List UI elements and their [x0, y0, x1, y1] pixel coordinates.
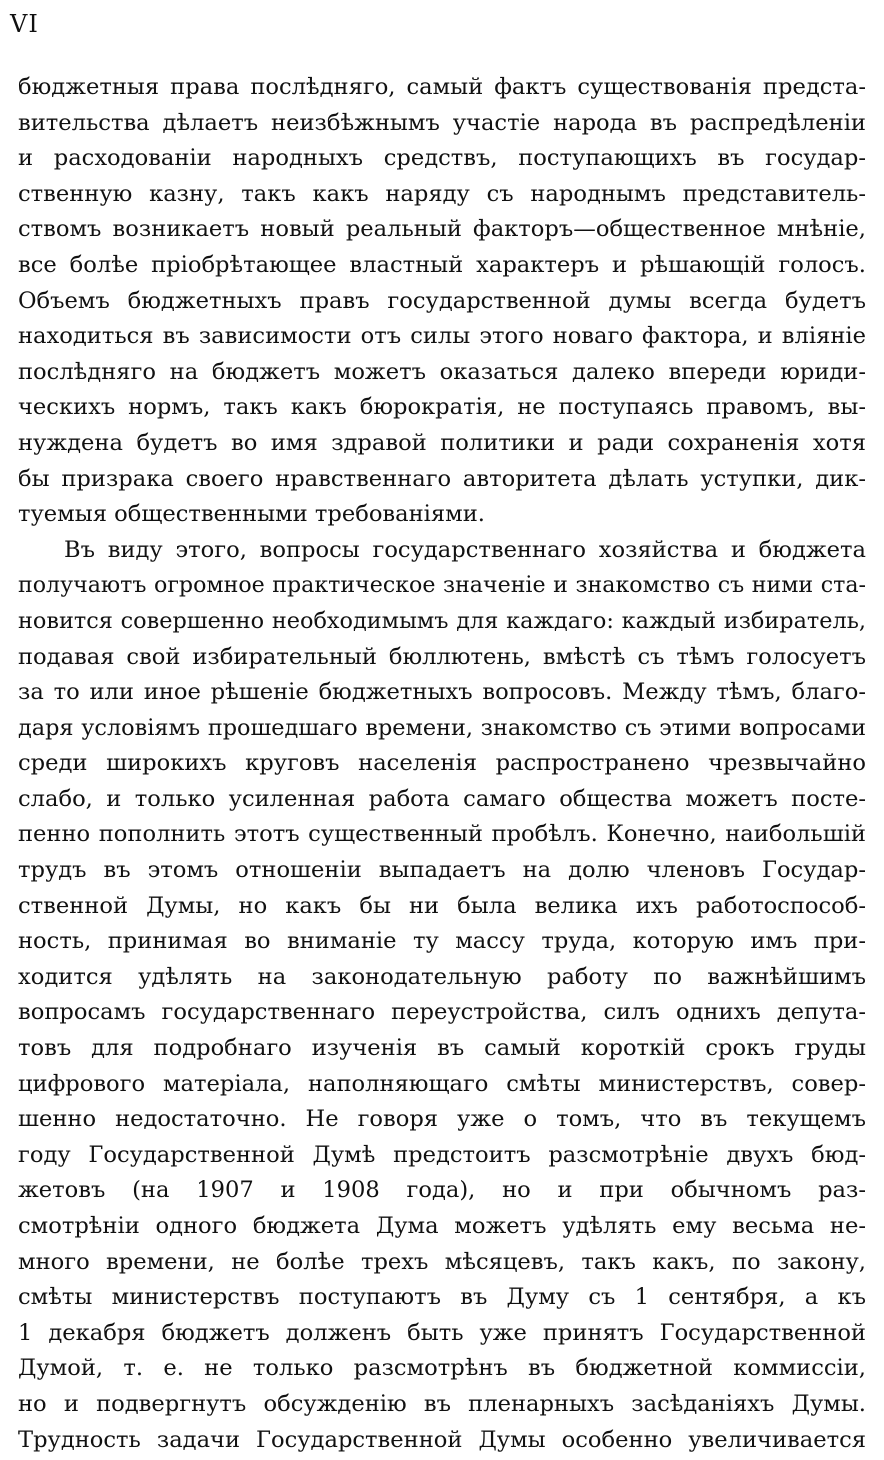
text-line: туемыя общественными требованіями.: [18, 501, 485, 528]
text-line: товъ для подробнаго изученія въ самый короткій срокъ груды: [18, 1035, 866, 1062]
text-line: слабо, и только усиленная работа самаго общества можетъ посте-: [18, 785, 866, 812]
text-line: Трудность задачи Государственной Думы особенно увеличивается: [18, 1426, 866, 1453]
text-line: смотрѣніи одного бюджета Дума можетъ удѣлять ему весьма не-: [18, 1213, 866, 1239]
text-line: нуждена будетъ во имя здравой политики и ради сохраненія хотя: [18, 429, 866, 456]
text-line: ствомъ возникаетъ новый реальный факторъ—общественное мнѣніе,: [18, 216, 866, 243]
text-line: получаютъ огромное практическое значеніе и знакомство съ ними ста-: [18, 572, 866, 599]
text-line: цифрового матеріала, наполняющаго смѣты министерствъ, совер-: [18, 1070, 866, 1097]
text-line: много времени, не болѣе трехъ мѣсяцевъ, такъ какъ, по закону,: [18, 1248, 866, 1275]
text-line: даря условіямъ прошедшаго времени, знакомство съ этими вопросами: [18, 714, 866, 741]
text-line: и расходованіи народныхъ средствъ, поступающихъ въ государ-: [18, 145, 866, 172]
text-line: вопросамъ государственнаго переустройства, силъ однихъ депута-: [18, 999, 866, 1026]
text-line: новится совершенно необходимымъ для каждаго: каждый избиратель,: [18, 607, 866, 634]
text-line: ственной Думы, но какъ бы ни была велика ихъ работоспособ-: [18, 892, 866, 919]
text-line: бы призрака своего нравственнаго авторитета дѣлать уступки, дик-: [18, 465, 866, 492]
text-line: трудъ въ этомъ отношеніи выпадаетъ на долю членовъ Государ-: [18, 857, 866, 884]
text-line: вительства дѣлаетъ неизбѣжнымъ участіе народа въ распредѣленіи: [18, 109, 866, 136]
text-line: подавая свой избирательный бюллютень, вмѣстѣ съ тѣмъ голосуетъ: [18, 643, 866, 670]
text-line: смѣты министерствъ поступаютъ въ Думу съ 1 сентября, а къ: [18, 1284, 866, 1311]
text-line: году Государственной Думѣ предстоитъ разсмотрѣніе двухъ бюд-: [18, 1141, 866, 1168]
text-line: за то или иное рѣшеніе бюджетныхъ вопросовъ. Между тѣмъ, благо-: [18, 679, 866, 706]
text-line: все болѣе пріобрѣтающее властный характеръ и рѣшающій голосъ.: [18, 251, 866, 278]
text-line: но и подвергнутъ обсужденію въ пленарныхъ засѣданіяхъ Думы.: [18, 1390, 866, 1417]
text-line: ность, принимая во вниманіе ту массу труда, которую имъ при-: [18, 928, 866, 955]
text-line: Объемъ бюджетныхъ правъ государственной думы всегда будетъ: [18, 287, 866, 314]
body-text: [18, 70, 866, 1458]
text-line: пенно пополнить этотъ существенный пробѣлъ. Конечно, наибольшій: [18, 821, 866, 848]
text-line: среди широкихъ круговъ населенія распространено чрезвычайно: [18, 750, 866, 777]
page-number: VI: [10, 10, 39, 38]
text-line: жетовъ (на 1907 и 1908 года), но и при обычномъ раз-: [18, 1177, 866, 1204]
text-line: Въ виду этого, вопросы государственнаго хозяйства и бюджета: [64, 536, 866, 563]
text-line: Думой, т. е. не только разсмотрѣнъ въ бюджетной коммиссіи,: [18, 1355, 866, 1382]
text-line: ходится удѣлять на законодательную работу по важнѣйшимъ: [18, 963, 866, 990]
text-line: бюджетныя права послѣдняго, самый фактъ существованія предста-: [18, 74, 866, 100]
text-line: ственную казну, такъ какъ наряду съ народнымъ представитель-: [18, 180, 866, 207]
text-line: послѣдняго на бюджетъ можетъ оказаться далеко впереди юриди-: [18, 358, 866, 385]
text-line: ческихъ нормъ, такъ какъ бюрократія, не поступаясь правомъ, вы-: [18, 394, 866, 421]
text-line: шенно недостаточно. Не говоря уже о томъ, что въ текущемъ: [18, 1106, 866, 1133]
text-line: находиться въ зависимости отъ силы этого новаго фактора, и вліяніе: [18, 323, 866, 350]
text-line: 1 декабря бюджетъ долженъ быть уже принятъ Государственной: [18, 1319, 866, 1346]
